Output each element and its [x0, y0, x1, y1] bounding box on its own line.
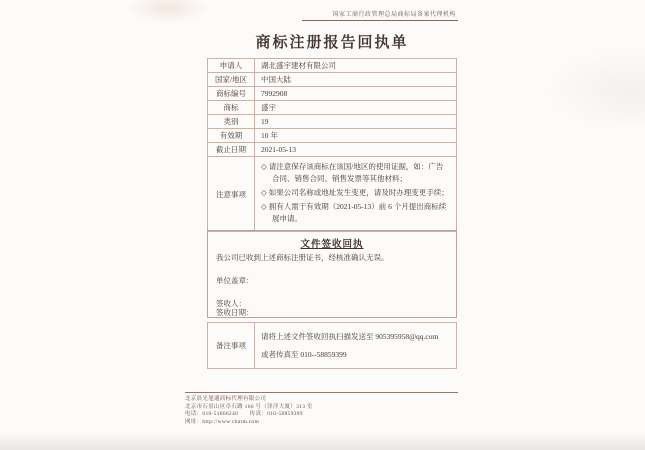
- row-label: 类别: [208, 115, 255, 129]
- sign-date-label: 签收日期：: [216, 308, 254, 317]
- trademark-info-table: [207, 58, 457, 232]
- receipt-title: 文件签收回执: [300, 240, 364, 250]
- remarks-line: 请将上述文件签收回执扫描发送至 905395958@qq.com: [261, 331, 439, 341]
- diamond-bullet-icon: ◇: [261, 202, 267, 211]
- row-value: 湖北盛宇建材有限公司: [255, 59, 457, 73]
- row-value: 中国大陆: [255, 73, 457, 87]
- note-item: [261, 161, 450, 185]
- row-label: 截止日期: [208, 143, 255, 157]
- note-text: 拥有人需于有效期（2021-05-13）前 6 个月提出商标续展申请。: [268, 202, 447, 223]
- row-value: 盛宇: [255, 101, 457, 115]
- remarks-table: [207, 322, 457, 369]
- notes-row: [208, 157, 457, 232]
- row-value: 2021-05-13: [255, 143, 457, 157]
- remarks-content: [255, 323, 457, 369]
- note-item: [261, 201, 450, 225]
- agency-footer: [185, 392, 458, 426]
- diamond-bullet-icon: ◇: [261, 162, 267, 171]
- row-label: 申请人: [208, 59, 255, 73]
- row-label: 国家/地区: [208, 73, 255, 87]
- row-value: 7992908: [255, 87, 457, 101]
- row-value: 10 年: [255, 129, 457, 143]
- note-text: 如果公司名称或地址发生变更，请及时办理变更手续；: [268, 188, 449, 197]
- diamond-bullet-icon: ◇: [261, 188, 267, 197]
- table-row: [208, 87, 457, 101]
- remarks-label: 备注事项: [208, 323, 255, 369]
- row-label: 商标: [208, 101, 255, 115]
- company-seal-label: 单位盖章：: [216, 276, 254, 285]
- notes-label: 注意事项: [208, 157, 255, 232]
- row-label: 商标编号: [208, 87, 255, 101]
- footer-address: 北京市石景山区阜石路 166 号（泽洋大厦）313 室: [185, 403, 313, 410]
- table-row: [208, 129, 457, 143]
- note-item: [261, 187, 450, 199]
- signer-label: 签收人：: [216, 299, 246, 308]
- receipt-statement: 我公司已收到上述商标注册证书，经核准确认无误。: [216, 253, 389, 262]
- document-receipt-box: [207, 230, 457, 318]
- footer-phone-fax: 电话：010-51666240 传真：010-58859399: [185, 411, 303, 418]
- footer-website: 网址：http://www.chntm.com: [185, 418, 260, 425]
- row-label: 有效期: [208, 129, 255, 143]
- table-row: [208, 101, 457, 115]
- table-row: [208, 115, 457, 129]
- agency-header: 国家工商行政管理总局商标局备案代理机构: [302, 9, 458, 21]
- table-row: [208, 73, 457, 87]
- table-row: [208, 143, 457, 157]
- remarks-row: [208, 323, 457, 369]
- row-value: 19: [255, 115, 457, 129]
- page-title: 商标注册报告回执单: [255, 35, 409, 51]
- table-row: [208, 59, 457, 73]
- footer-company: 北京晨光旭通商标代理有限公司: [185, 396, 267, 402]
- remarks-line: 或者传真至 010--58859399: [261, 349, 347, 359]
- info-table-body: [208, 59, 457, 232]
- notes-content: [255, 157, 457, 232]
- note-text: 请注意保存该商标在该国/地区的使用证据，如：广告合同、销售合同、销售发票等其他材料；: [268, 162, 444, 183]
